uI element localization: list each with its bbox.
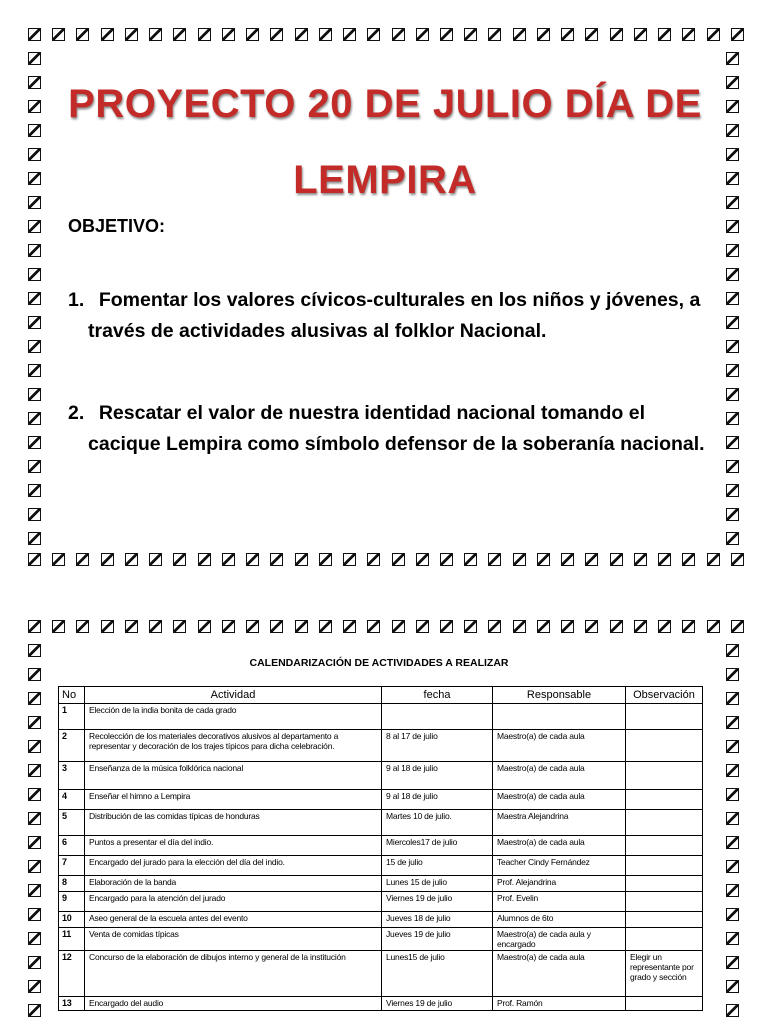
border-square-icon	[149, 620, 162, 633]
border-square-icon	[28, 884, 41, 897]
border-square-icon	[28, 908, 41, 921]
border-square-icon	[726, 932, 739, 945]
border-square-icon	[707, 553, 720, 566]
header-responsable: Responsable	[493, 687, 626, 704]
cell-fecha: Jueves 19 de julio	[382, 928, 493, 951]
cell-fecha: Viernes 19 de julio	[382, 997, 493, 1011]
border-square-icon	[28, 388, 41, 401]
cell-actividad: Recolección de los materiales decorativos alusivos al departamento a representar y decoración de los trajes típicos para dicha celebración.	[85, 730, 382, 762]
border-square-icon	[28, 364, 41, 377]
border-square-icon	[28, 316, 41, 329]
cell-no: 10	[59, 912, 85, 928]
table-row	[59, 892, 703, 912]
border-square-icon	[488, 620, 501, 633]
cell-fecha	[382, 704, 493, 730]
border-square-icon	[726, 220, 739, 233]
border-square-icon	[125, 553, 138, 566]
border-square-icon	[726, 764, 739, 777]
border-square-icon	[585, 28, 598, 41]
border-square-icon	[295, 553, 308, 566]
cell-responsable: Maestro(a) de cada aula	[493, 836, 626, 856]
border-square-icon	[173, 28, 186, 41]
border-square-icon	[682, 620, 695, 633]
border-square-icon	[28, 196, 41, 209]
border-square-icon	[726, 692, 739, 705]
table-row	[59, 928, 703, 951]
cell-observacion	[626, 704, 703, 730]
border-square-icon	[707, 28, 720, 41]
border-square-icon	[28, 436, 41, 449]
border-square-icon	[726, 148, 739, 161]
cell-no: 12	[59, 951, 85, 997]
border-square-icon	[561, 28, 574, 41]
cell-fecha: Viernes 19 de julio	[382, 892, 493, 912]
cell-no: 13	[59, 997, 85, 1011]
cell-responsable: Maestro(a) de cada aula	[493, 951, 626, 997]
cell-actividad: Encargado del jurado para la elección del día del indio.	[85, 856, 382, 876]
table-row	[59, 836, 703, 856]
border-square-icon	[726, 172, 739, 185]
cell-no: 3	[59, 762, 85, 790]
objective-number: 2.	[68, 402, 85, 424]
table-row	[59, 951, 703, 997]
border-square-icon	[28, 268, 41, 281]
page1-left-border	[28, 52, 44, 545]
border-square-icon	[28, 124, 41, 137]
border-square-icon	[28, 148, 41, 161]
border-square-icon	[726, 812, 739, 825]
border-square-icon	[173, 553, 186, 566]
border-square-icon	[726, 668, 739, 681]
border-square-icon	[295, 28, 308, 41]
page1-top-border	[28, 28, 744, 44]
border-square-icon	[731, 620, 744, 633]
border-square-icon	[270, 28, 283, 41]
objective-item-2	[68, 398, 728, 460]
border-square-icon	[367, 620, 380, 633]
border-square-icon	[28, 740, 41, 753]
cell-responsable: Maestro(a) de cada aula	[493, 790, 626, 810]
border-square-icon	[76, 620, 89, 633]
border-square-icon	[585, 620, 598, 633]
cell-observacion	[626, 912, 703, 928]
border-square-icon	[634, 28, 647, 41]
border-square-icon	[416, 553, 429, 566]
border-square-icon	[295, 620, 308, 633]
cell-responsable: Teacher Cindy Fernández	[493, 856, 626, 876]
border-square-icon	[28, 292, 41, 305]
border-square-icon	[658, 553, 671, 566]
border-square-icon	[173, 620, 186, 633]
cell-observacion	[626, 876, 703, 892]
cell-responsable: Maestra Alejandrina	[493, 810, 626, 836]
table-row	[59, 997, 703, 1011]
border-square-icon	[537, 553, 550, 566]
table-row	[59, 856, 703, 876]
border-square-icon	[726, 860, 739, 873]
border-square-icon	[343, 620, 356, 633]
border-square-icon	[726, 124, 739, 137]
border-square-icon	[149, 28, 162, 41]
cell-observacion	[626, 762, 703, 790]
cell-responsable: Maestro(a) de cada aula y encargado	[493, 928, 626, 951]
border-square-icon	[726, 244, 739, 257]
border-square-icon	[464, 620, 477, 633]
border-square-icon	[416, 28, 429, 41]
cell-observacion	[626, 928, 703, 951]
border-square-icon	[28, 412, 41, 425]
border-square-icon	[28, 28, 41, 41]
border-square-icon	[682, 553, 695, 566]
table-row	[59, 810, 703, 836]
border-square-icon	[726, 788, 739, 801]
border-square-icon	[28, 860, 41, 873]
border-square-icon	[28, 812, 41, 825]
header-fecha: fecha	[382, 687, 493, 704]
border-square-icon	[76, 553, 89, 566]
border-square-icon	[222, 620, 235, 633]
border-square-icon	[28, 553, 41, 566]
cell-fecha: Martes 10 de julio.	[382, 810, 493, 836]
cell-observacion	[626, 856, 703, 876]
page-title-line2: LEMPIRA	[293, 158, 477, 202]
border-square-icon	[343, 28, 356, 41]
border-square-icon	[726, 716, 739, 729]
page1-right-border	[726, 52, 742, 545]
table-row	[59, 704, 703, 730]
border-square-icon	[28, 52, 41, 65]
border-square-icon	[28, 980, 41, 993]
cell-actividad: Venta de comidas típicas	[85, 928, 382, 951]
objective-text-line1: Rescatar el valor de nuestra identidad nacional tomando el	[98, 402, 645, 424]
border-square-icon	[101, 28, 114, 41]
border-square-icon	[270, 553, 283, 566]
cell-no: 6	[59, 836, 85, 856]
border-square-icon	[28, 1004, 41, 1017]
border-square-icon	[726, 76, 739, 89]
border-square-icon	[658, 28, 671, 41]
border-square-icon	[682, 28, 695, 41]
border-square-icon	[52, 620, 65, 633]
border-square-icon	[561, 553, 574, 566]
border-square-icon	[198, 553, 211, 566]
border-square-icon	[52, 553, 65, 566]
objective-text-line2: través de actividades alusivas al folklor Nacional.	[88, 320, 547, 342]
border-square-icon	[52, 28, 65, 41]
cell-actividad: Distribución de las comidas típicas de honduras	[85, 810, 382, 836]
border-square-icon	[28, 244, 41, 257]
border-square-icon	[28, 484, 41, 497]
border-square-icon	[198, 28, 211, 41]
border-square-icon	[726, 52, 739, 65]
cell-no: 8	[59, 876, 85, 892]
objective-label: OBJETIVO:	[68, 216, 166, 236]
cell-fecha: Lunes 15 de julio	[382, 876, 493, 892]
border-square-icon	[28, 172, 41, 185]
border-square-icon	[28, 100, 41, 113]
header-no: No	[59, 687, 85, 704]
cell-actividad: Encargado para la atención del jurado	[85, 892, 382, 912]
border-square-icon	[392, 553, 405, 566]
border-square-icon	[440, 620, 453, 633]
border-square-icon	[270, 620, 283, 633]
border-square-icon	[726, 956, 739, 969]
border-square-icon	[658, 620, 671, 633]
border-square-icon	[726, 268, 739, 281]
border-square-icon	[246, 553, 259, 566]
border-square-icon	[726, 460, 739, 473]
border-square-icon	[246, 620, 259, 633]
border-square-icon	[488, 553, 501, 566]
cell-responsable: Maestro(a) de cada aula	[493, 730, 626, 762]
cell-actividad: Puntos a presentar el día del indio.	[85, 836, 382, 856]
table-row	[59, 876, 703, 892]
border-square-icon	[726, 836, 739, 849]
border-square-icon	[28, 220, 41, 233]
border-square-icon	[222, 28, 235, 41]
border-square-icon	[440, 28, 453, 41]
border-square-icon	[367, 553, 380, 566]
cell-no: 2	[59, 730, 85, 762]
border-square-icon	[707, 620, 720, 633]
border-square-icon	[367, 28, 380, 41]
border-square-icon	[634, 553, 647, 566]
page1-bottom-border	[28, 553, 744, 569]
border-square-icon	[28, 532, 41, 545]
border-square-icon	[537, 620, 550, 633]
cell-actividad: Enseñanza de la música folklórica nacional	[85, 762, 382, 790]
border-square-icon	[731, 553, 744, 566]
cell-observacion	[626, 730, 703, 762]
cell-no: 9	[59, 892, 85, 912]
border-square-icon	[149, 553, 162, 566]
cell-actividad: Enseñar el himno a Lempira	[85, 790, 382, 810]
border-square-icon	[634, 620, 647, 633]
objective-text-line2: cacique Lempira como símbolo defensor de la soberanía nacional.	[88, 433, 705, 455]
border-square-icon	[513, 620, 526, 633]
border-square-icon	[610, 620, 623, 633]
objective-text-line1: Fomentar los valores cívicos-culturales en los niños y jóvenes, a	[98, 289, 701, 311]
border-square-icon	[28, 620, 41, 633]
border-square-icon	[125, 620, 138, 633]
border-square-icon	[537, 28, 550, 41]
border-square-icon	[464, 553, 477, 566]
cell-actividad: Elaboración de la banda	[85, 876, 382, 892]
border-square-icon	[731, 28, 744, 41]
border-square-icon	[198, 620, 211, 633]
cell-no: 5	[59, 810, 85, 836]
border-square-icon	[28, 644, 41, 657]
border-square-icon	[319, 620, 332, 633]
cell-no: 1	[59, 704, 85, 730]
border-square-icon	[440, 553, 453, 566]
cell-responsable	[493, 704, 626, 730]
border-square-icon	[343, 553, 356, 566]
border-square-icon	[726, 980, 739, 993]
border-square-icon	[28, 508, 41, 521]
table-row	[59, 762, 703, 790]
border-square-icon	[28, 340, 41, 353]
border-square-icon	[464, 28, 477, 41]
border-square-icon	[28, 836, 41, 849]
objective-item-1	[68, 285, 728, 347]
cell-no: 11	[59, 928, 85, 951]
border-square-icon	[28, 692, 41, 705]
activities-table	[58, 686, 703, 1011]
border-square-icon	[726, 644, 739, 657]
cell-fecha: 9 al 18 de julio	[382, 790, 493, 810]
border-square-icon	[726, 364, 739, 377]
border-square-icon	[319, 553, 332, 566]
table-row	[59, 912, 703, 928]
border-square-icon	[101, 620, 114, 633]
border-square-icon	[125, 28, 138, 41]
border-square-icon	[726, 532, 739, 545]
cell-observacion	[626, 810, 703, 836]
border-square-icon	[726, 908, 739, 921]
border-square-icon	[726, 884, 739, 897]
cell-observacion	[626, 836, 703, 856]
border-square-icon	[28, 764, 41, 777]
cell-fecha: Lunes15 de julio	[382, 951, 493, 997]
page2-right-border	[726, 644, 742, 1024]
header-actividad: Actividad	[85, 687, 382, 704]
border-square-icon	[222, 553, 235, 566]
cell-responsable: Prof. Ramón	[493, 997, 626, 1011]
border-square-icon	[392, 28, 405, 41]
cell-responsable: Prof. Evelin	[493, 892, 626, 912]
cell-responsable: Prof. Alejandrina	[493, 876, 626, 892]
border-square-icon	[726, 1004, 739, 1017]
border-square-icon	[561, 620, 574, 633]
cell-actividad: Aseo general de la escuela antes del evento	[85, 912, 382, 928]
page2-left-border	[28, 644, 44, 1024]
cell-responsable: Maestro(a) de cada aula	[493, 762, 626, 790]
border-square-icon	[28, 668, 41, 681]
border-square-icon	[610, 28, 623, 41]
table-row	[59, 790, 703, 810]
border-square-icon	[726, 196, 739, 209]
border-square-icon	[488, 28, 501, 41]
border-square-icon	[392, 620, 405, 633]
page2-top-border	[28, 620, 744, 636]
border-square-icon	[28, 956, 41, 969]
cell-observacion	[626, 892, 703, 912]
cell-actividad: Concurso de la elaboración de dibujos interno y general de la institución	[85, 951, 382, 997]
cell-no: 7	[59, 856, 85, 876]
cell-fecha: 8 al 17 de julio	[382, 730, 493, 762]
objective-number: 1.	[68, 289, 85, 311]
cell-fecha: 9 al 18 de julio	[382, 762, 493, 790]
border-square-icon	[28, 460, 41, 473]
page-title-line1: PROYECTO 20 DE JULIO DÍA DE	[68, 82, 702, 126]
cell-observacion	[626, 997, 703, 1011]
border-square-icon	[726, 484, 739, 497]
border-square-icon	[513, 28, 526, 41]
cell-actividad: Encargado del audio	[85, 997, 382, 1011]
cell-observacion	[626, 790, 703, 810]
border-square-icon	[28, 76, 41, 89]
border-square-icon	[28, 716, 41, 729]
border-square-icon	[513, 553, 526, 566]
border-square-icon	[28, 932, 41, 945]
cell-observacion: Elegir un representante por grado y sección	[626, 951, 703, 997]
border-square-icon	[585, 553, 598, 566]
border-square-icon	[76, 28, 89, 41]
border-square-icon	[28, 788, 41, 801]
cell-fecha: 15 de julio	[382, 856, 493, 876]
calendar-title: CALENDARIZACIÓN DE ACTIVIDADES A REALIZAR	[249, 657, 509, 669]
border-square-icon	[726, 508, 739, 521]
border-square-icon	[416, 620, 429, 633]
header-observacion: Observación	[626, 687, 703, 704]
border-square-icon	[726, 740, 739, 753]
border-square-icon	[610, 553, 623, 566]
border-square-icon	[319, 28, 332, 41]
border-square-icon	[246, 28, 259, 41]
cell-actividad: Elección de la india bonita de cada grado	[85, 704, 382, 730]
cell-fecha: Jueves 18 de julio	[382, 912, 493, 928]
cell-responsable: Alumnos de 6to	[493, 912, 626, 928]
table-row	[59, 730, 703, 762]
cell-no: 4	[59, 790, 85, 810]
border-square-icon	[101, 553, 114, 566]
table-header-row	[59, 687, 703, 704]
cell-fecha: Miercoles17 de julio	[382, 836, 493, 856]
border-square-icon	[726, 100, 739, 113]
